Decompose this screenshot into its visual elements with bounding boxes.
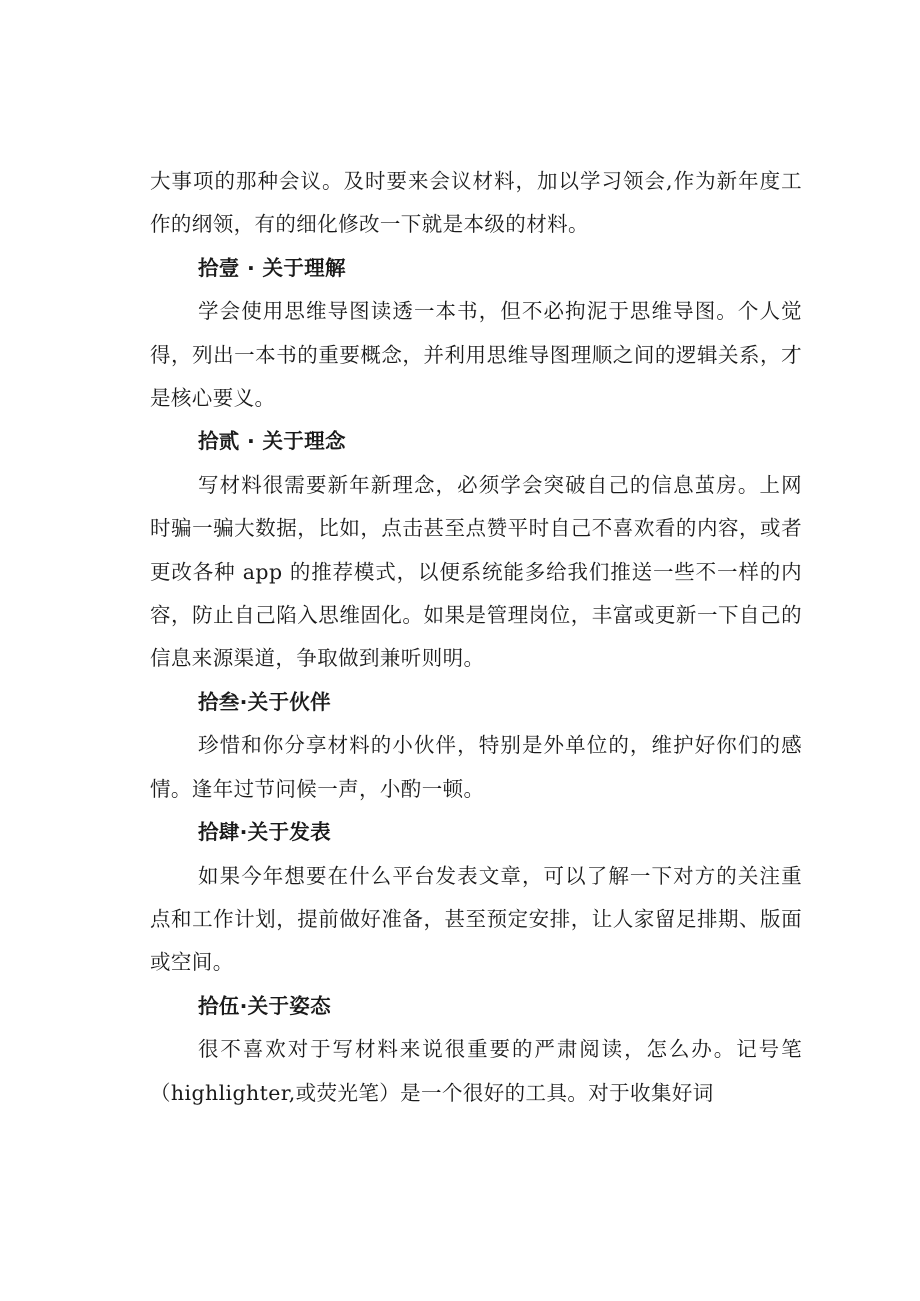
paragraph-attitude: 很不喜欢对于写材料来说很重要的严肃阅读，怎么办。记号笔（highlighter,或荧光笔）是一个很好的工具。对于收集好词	[150, 1037, 802, 1105]
paragraph-understanding: 学会使用思维导图读透一本书，但不必拘泥于思维导图。个人觉得，列出一本书的重要概念，并利用思维导图理顺之间的逻辑关系，才是核心要义。	[150, 299, 802, 411]
section-heading-11: 拾壹 · 关于理解	[198, 255, 346, 280]
paragraph-continued: 大事项的那种会议。及时要来会议材料，加以学习领会,作为新年度工作的纲领，有的细化修改一下就是本级的材料。	[150, 169, 802, 237]
section-heading-12: 拾贰 · 关于理念	[198, 429, 346, 454]
section-heading-13: 拾叁·关于伙伴	[198, 689, 331, 714]
section-heading-14: 拾肆·关于发表	[198, 820, 331, 845]
paragraph-concept: 写材料很需要新年新理念，必须学会突破自己的信息茧房。上网时骗一骗大数据，比如，点击甚至点赞平时自己不喜欢看的内容，或者更改各种 app 的推荐模式，以便系统能多给我们推送一些不一样的内容，防止自己陷入思维固化。如果是管理岗位，丰富或更新一下自己的信息来源渠道，争取做到兼听则明。	[150, 472, 802, 671]
paragraph-partners: 珍惜和你分享材料的小伙伴，特别是外单位的，维护好你们的感情。逢年过节问候一声，小酌一顿。	[150, 733, 802, 801]
paragraph-publishing: 如果今年想要在什么平台发表文章，可以了解一下对方的关注重点和工作计划，提前做好准备，甚至预定安排，让人家留足排期、版面或空间。	[150, 863, 802, 975]
section-heading-15: 拾伍·关于姿态	[198, 993, 331, 1018]
document-page	[150, 160, 802, 1115]
